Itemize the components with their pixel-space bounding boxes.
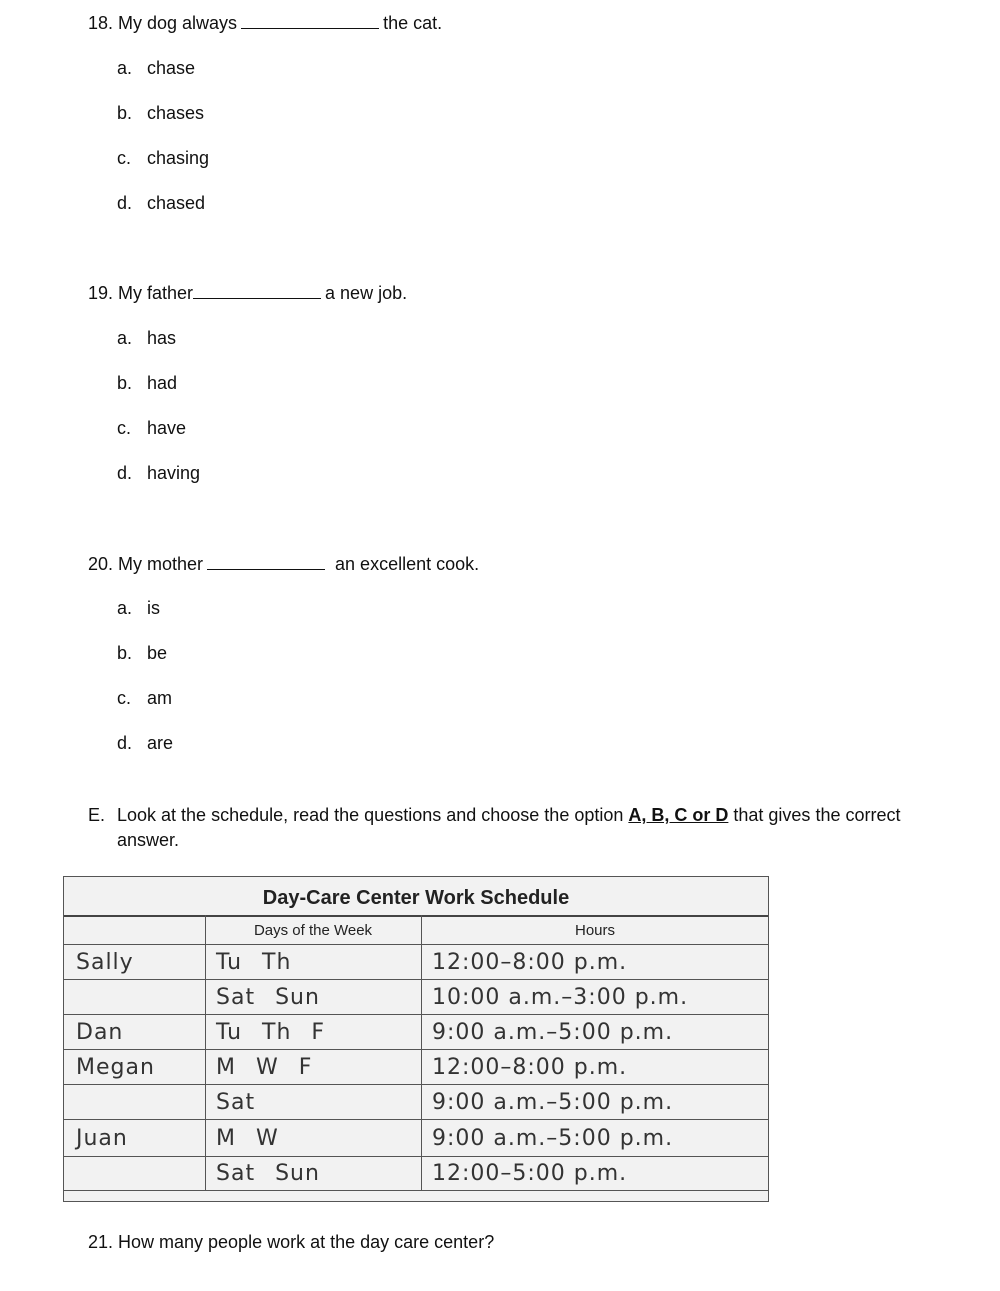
option-text: is [147,598,160,618]
answer-blank [241,12,379,29]
question-text [118,12,442,34]
section-letter: E. [88,805,106,825]
question-text-before: My mother [118,554,204,574]
option-letter: c. [117,418,132,438]
option-text: chasing [147,148,210,168]
row-divider [64,1190,768,1191]
question-text-before: My dog always [118,13,238,33]
column-divider [205,915,206,1191]
work-days: Tu Th F [216,1020,326,1045]
option-text: chases [147,103,205,123]
work-hours: 12:00–8:00 p.m. [432,1055,628,1080]
work-days: M W F [216,1055,313,1080]
column-header-days: Days of the Week [253,922,373,939]
schedule-title: Day-Care Center Work Schedule [64,877,768,917]
option-text: be [147,643,168,663]
employee-name: Juan [76,1126,128,1151]
row-divider [64,944,768,945]
work-days: Sat Sun [216,985,320,1010]
schedule-table [63,876,769,1202]
work-hours: 10:00 a.m.–3:00 p.m. [432,985,689,1010]
instructions-emphasis: A, B, C or D [628,805,729,825]
option-text: having [147,463,201,483]
option-letter: d. [117,193,133,213]
employee-name: Dan [76,1020,124,1045]
instructions-text-after: that gives the correct answer. [117,805,901,850]
employee-name: Megan [76,1055,155,1080]
work-hours: 12:00–8:00 p.m. [432,950,628,975]
option-text: are [147,733,174,753]
column-divider [421,915,422,1191]
answer-blank [193,282,321,299]
option-letter: a. [117,328,133,348]
question-text-after: a new job. [325,283,408,303]
work-days: Tu Th [216,950,292,975]
work-days: Sat Sun [216,1161,320,1186]
work-days: M W [216,1126,279,1151]
question-number: 21. [88,1232,114,1252]
question-text-after: the cat. [383,13,443,33]
work-hours: 9:00 a.m.–5:00 p.m. [432,1020,674,1045]
row-divider [64,1156,768,1157]
question-number: 18. [88,13,114,33]
work-hours: 12:00–5:00 p.m. [432,1161,628,1186]
work-hours: 9:00 a.m.–5:00 p.m. [432,1126,674,1151]
option-letter: c. [117,148,132,168]
option-text: have [147,418,187,438]
option-letter: b. [117,373,133,393]
option-letter: c. [117,688,132,708]
question-text-after: an excellent cook. [335,554,480,574]
answer-blank [207,553,325,570]
work-days: Sat [216,1090,256,1115]
option-letter: a. [117,598,133,618]
column-header-hours: Hours [574,922,615,939]
option-letter: d. [117,733,133,753]
option-letter: b. [117,643,133,663]
row-divider [64,979,768,980]
question-number: 20. [88,554,114,574]
question-text [118,553,479,575]
question-number: 19. [88,283,114,303]
option-letter: d. [117,463,133,483]
row-divider [64,1084,768,1085]
option-text: has [147,328,177,348]
option-text: had [147,373,178,393]
option-text: chased [147,193,206,213]
question-text-before: My father [118,283,194,303]
question-text [118,282,407,304]
question-text: How many people work at the day care center? [118,1232,495,1252]
option-text: chase [147,58,196,78]
work-hours: 9:00 a.m.–5:00 p.m. [432,1090,674,1115]
option-letter: b. [117,103,133,123]
instructions-text-before: Look at the schedule, read the questions and choose the option [117,805,629,825]
employee-name: Sally [76,950,134,975]
section-instructions-text [117,803,917,853]
option-letter: a. [117,58,133,78]
option-text: am [147,688,173,708]
